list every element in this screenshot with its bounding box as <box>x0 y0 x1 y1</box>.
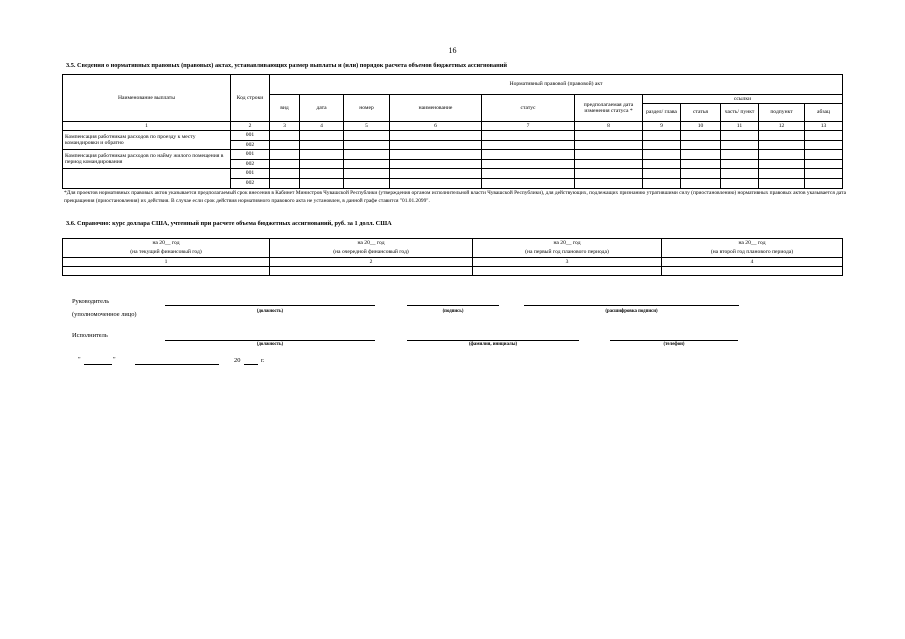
act-value-cell[interactable] <box>482 159 575 169</box>
header-subpoint: подпункт <box>759 104 805 122</box>
act-value-cell[interactable] <box>721 178 759 188</box>
footnote: *Для проектов нормативных правовых актов указывается предполагаемый срок внесения в Кабинет Министров Чувашской Республики (утверждения органом исполнительной власти Чувашской Республики), для действующих, подлежащих признанию утратившими силу (приостановлению) нормативных правовых актов указывается дата прекращения (приостановления) их действия. В случае если срок действия нормативного правового акта не установлен, в данной графе ставится "01.01.2099". <box>64 190 846 204</box>
header-article: статья <box>681 104 721 122</box>
header-paragraph: абзац <box>805 104 843 122</box>
act-value-cell[interactable] <box>643 131 681 141</box>
col-number: 13 <box>805 122 843 131</box>
act-value-cell[interactable] <box>681 159 721 169</box>
col-number: 1 <box>63 258 270 267</box>
act-value-cell[interactable] <box>805 159 843 169</box>
caption-exec-position: (должность) <box>256 342 284 347</box>
act-value-cell[interactable] <box>575 150 643 160</box>
exec-position-line[interactable] <box>165 340 375 341</box>
act-value-cell[interactable] <box>482 131 575 141</box>
act-value-cell[interactable] <box>390 131 482 141</box>
caption-exec-phone: (телефон) <box>663 342 685 347</box>
act-value-cell[interactable] <box>805 169 843 179</box>
date-month-line[interactable] <box>135 364 219 365</box>
act-value-cell[interactable] <box>681 169 721 179</box>
caption-decryption: (расшифровка подписи) <box>605 309 658 314</box>
act-value-cell[interactable] <box>805 150 843 160</box>
section-3-5-title: 3.5. Сведения о нормативных правовых (правовых) актах, устанавливающих размер выплаты и (или) порядок расчета объемов бюджетных ассигнований <box>66 62 508 69</box>
act-value-cell[interactable] <box>390 178 482 188</box>
header-act: Нормативный правовой (правовой) акт <box>270 75 843 95</box>
header-date: дата <box>300 95 344 122</box>
date-year-line[interactable] <box>244 364 258 365</box>
col-number: 11 <box>721 122 759 131</box>
payment-name-cell: Компенсация работникам расходов по найму жилого помещения в период командирования <box>63 150 231 169</box>
act-value-cell[interactable] <box>759 159 805 169</box>
header-payment-name: Наименование выплаты <box>63 75 231 122</box>
col-number: 6 <box>390 122 482 131</box>
act-value-cell[interactable] <box>344 150 390 160</box>
year-desc-3: (на первый год планового периода) <box>473 248 662 258</box>
act-value-cell[interactable] <box>643 159 681 169</box>
act-value-cell[interactable] <box>721 131 759 141</box>
act-value-cell[interactable] <box>643 178 681 188</box>
act-value-cell[interactable] <box>344 159 390 169</box>
act-value-cell[interactable] <box>681 131 721 141</box>
executor-label: Исполнитель <box>72 332 108 339</box>
exec-name-line[interactable] <box>407 340 579 341</box>
act-value-cell[interactable] <box>575 178 643 188</box>
act-value-cell[interactable] <box>681 178 721 188</box>
act-value-cell[interactable] <box>575 131 643 141</box>
act-value-cell[interactable] <box>759 131 805 141</box>
header-expected-date: предполагаемая дата изменения статуса * <box>575 95 643 122</box>
head-position-line[interactable] <box>165 305 375 306</box>
act-value-cell[interactable] <box>300 159 344 169</box>
header-number: номер <box>344 95 390 122</box>
table-row <box>63 150 843 160</box>
legal-acts-table <box>62 74 843 189</box>
act-value-cell[interactable] <box>300 131 344 141</box>
act-value-cell[interactable] <box>270 131 300 141</box>
act-value-cell[interactable] <box>575 169 643 179</box>
act-value-cell[interactable] <box>300 150 344 160</box>
act-value-cell[interactable] <box>759 169 805 179</box>
year-header-2: на 20__ год <box>270 239 473 249</box>
table-row <box>63 131 843 141</box>
header-status: статус <box>482 95 575 122</box>
row-code-cell: 002 <box>231 159 270 169</box>
act-value-cell[interactable] <box>805 131 843 141</box>
col-number: 2 <box>231 122 270 131</box>
act-value-cell[interactable] <box>575 159 643 169</box>
act-value-cell[interactable] <box>643 140 681 150</box>
act-value-cell[interactable] <box>721 169 759 179</box>
payment-name-cell <box>63 169 231 188</box>
act-value-cell[interactable] <box>805 178 843 188</box>
row-code-cell: 002 <box>231 140 270 150</box>
date-close-quote: " <box>113 356 116 363</box>
act-value-cell[interactable] <box>344 178 390 188</box>
act-value-cell[interactable] <box>759 178 805 188</box>
year-desc-4: (на второй год планового периода) <box>662 248 843 258</box>
act-value-cell[interactable] <box>390 159 482 169</box>
header-section: раздел/ глава <box>643 104 681 122</box>
col-number: 2 <box>270 258 473 267</box>
head-signature-line[interactable] <box>407 305 499 306</box>
head-sub-label: (уполномоченное лицо) <box>72 311 137 318</box>
act-value-cell[interactable] <box>759 150 805 160</box>
rate-cell[interactable] <box>662 267 843 276</box>
act-value-cell[interactable] <box>390 140 482 150</box>
col-number: 12 <box>759 122 805 131</box>
act-value-cell[interactable] <box>300 178 344 188</box>
year-header-4: на 20__ год <box>662 239 843 249</box>
header-row-code: Код строки <box>231 75 270 122</box>
act-value-cell[interactable] <box>681 150 721 160</box>
table-row <box>63 169 843 179</box>
head-label: Руководитель <box>72 298 110 305</box>
date-year-prefix: 20 <box>234 357 241 364</box>
section-3-6-title: 3.6. Справочно: курс доллара США, учтенный при расчете объема бюджетных ассигнований, руб. за 1 долл. США <box>66 220 392 227</box>
act-value-cell[interactable] <box>270 169 300 179</box>
col-number: 7 <box>482 122 575 131</box>
legal-acts-body <box>63 131 843 189</box>
act-value-cell[interactable] <box>300 140 344 150</box>
act-value-cell[interactable] <box>390 150 482 160</box>
date-open-quote: " <box>78 356 81 363</box>
header-kind: вид <box>270 95 300 122</box>
act-value-cell[interactable] <box>270 150 300 160</box>
header-links: ссылки <box>643 95 843 104</box>
row-code-cell: 001 <box>231 131 270 141</box>
col-number: 10 <box>681 122 721 131</box>
exec-phone-line[interactable] <box>610 340 738 341</box>
caption-signature: (подпись) <box>442 309 464 314</box>
act-value-cell[interactable] <box>482 150 575 160</box>
year-desc-1: (на текущий финансовый год) <box>63 248 270 258</box>
act-value-cell[interactable] <box>805 140 843 150</box>
act-value-cell[interactable] <box>575 140 643 150</box>
col-number: 3 <box>473 258 662 267</box>
date-year-suffix: г. <box>261 357 265 364</box>
caption-exec-name: (фамилия, инициалы) <box>468 342 518 347</box>
act-value-cell[interactable] <box>270 178 300 188</box>
col-number: 8 <box>575 122 643 131</box>
usd-rate-table <box>62 238 843 276</box>
act-value-cell[interactable] <box>721 140 759 150</box>
row-code-cell: 002 <box>231 178 270 188</box>
col-number: 1 <box>63 122 231 131</box>
year-header-1: на 20__ год <box>63 239 270 249</box>
act-value-cell[interactable] <box>482 178 575 188</box>
act-value-cell[interactable] <box>344 140 390 150</box>
page-number: 16 <box>448 46 457 55</box>
act-value-cell[interactable] <box>344 169 390 179</box>
head-decryption-line[interactable] <box>524 305 739 306</box>
year-header-3: на 20__ год <box>473 239 662 249</box>
act-value-cell[interactable] <box>643 169 681 179</box>
act-value-cell[interactable] <box>300 169 344 179</box>
year-desc-2: (на очередной финансовый год) <box>270 248 473 258</box>
rate-cell[interactable] <box>270 267 473 276</box>
act-value-cell[interactable] <box>270 140 300 150</box>
act-value-cell[interactable] <box>721 150 759 160</box>
col-number: 9 <box>643 122 681 131</box>
rate-cell[interactable] <box>473 267 662 276</box>
rate-cell[interactable] <box>63 267 270 276</box>
date-day-line[interactable] <box>84 364 112 365</box>
act-value-cell[interactable] <box>759 140 805 150</box>
header-part: часть/ пункт <box>721 104 759 122</box>
col-number: 5 <box>344 122 390 131</box>
row-code-cell: 001 <box>231 169 270 179</box>
act-value-cell[interactable] <box>681 140 721 150</box>
act-value-cell[interactable] <box>270 159 300 169</box>
col-number: 4 <box>300 122 344 131</box>
act-value-cell[interactable] <box>643 150 681 160</box>
act-value-cell[interactable] <box>482 169 575 179</box>
header-name: наименование <box>390 95 482 122</box>
act-value-cell[interactable] <box>344 131 390 141</box>
act-value-cell[interactable] <box>721 159 759 169</box>
act-value-cell[interactable] <box>482 140 575 150</box>
col-number: 4 <box>662 258 843 267</box>
col-number: 3 <box>270 122 300 131</box>
act-value-cell[interactable] <box>390 169 482 179</box>
payment-name-cell: Компенсация работникам расходов по проезду к месту командировки и обратно <box>63 131 231 150</box>
row-code-cell: 001 <box>231 150 270 160</box>
caption-position: (должность) <box>256 309 284 314</box>
